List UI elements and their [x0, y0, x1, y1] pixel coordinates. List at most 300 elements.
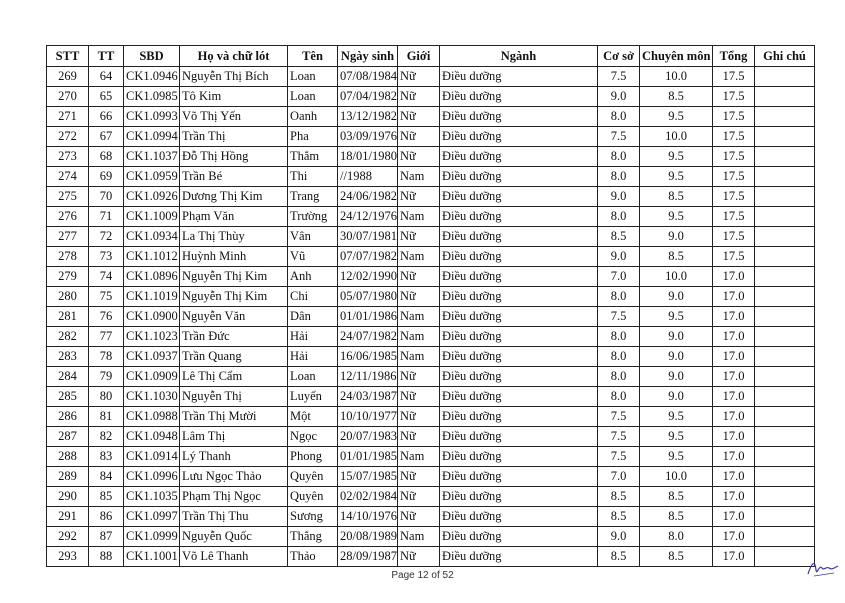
cell-tong: 17.5: [713, 147, 755, 167]
cell-gioi: Nữ: [398, 107, 440, 127]
cell-tt: 65: [89, 87, 124, 107]
cell-sbd: CK1.0909: [124, 367, 180, 387]
cell-chuyen-mon: 9.5: [640, 107, 713, 127]
cell-tt: 77: [89, 327, 124, 347]
cell-tong: 17.0: [713, 467, 755, 487]
cell-co-so: 8.0: [598, 167, 640, 187]
table-row: [47, 507, 815, 527]
cell-gioi: Nữ: [398, 67, 440, 87]
cell-ho-va-chu-lot: Võ Thị Yến: [180, 107, 288, 127]
cell-ngay-sinh: 01/01/1985: [338, 447, 398, 467]
cell-gioi: Nam: [398, 347, 440, 367]
cell-ten: Pha: [288, 127, 338, 147]
cell-ghi-chu: [755, 527, 815, 547]
cell-ngay-sinh: 28/09/1987: [338, 547, 398, 567]
cell-ten: Trang: [288, 187, 338, 207]
cell-tt: 75: [89, 287, 124, 307]
cell-chuyen-mon: 9.5: [640, 407, 713, 427]
cell-sbd: CK1.1030: [124, 387, 180, 407]
cell-tong: 17.0: [713, 267, 755, 287]
cell-tong: 17.0: [713, 547, 755, 567]
cell-sbd: CK1.1009: [124, 207, 180, 227]
cell-ngay-sinh: 24/07/1982: [338, 327, 398, 347]
cell-chuyen-mon: 9.5: [640, 147, 713, 167]
cell-tt: 67: [89, 127, 124, 147]
cell-tong: 17.5: [713, 67, 755, 87]
signature-icon: [806, 556, 840, 580]
cell-tt: 66: [89, 107, 124, 127]
cell-stt: 288: [47, 447, 89, 467]
cell-ten: Phong: [288, 447, 338, 467]
cell-sbd: CK1.0993: [124, 107, 180, 127]
cell-ten: Hải: [288, 327, 338, 347]
cell-ho-va-chu-lot: Huỳnh Minh: [180, 247, 288, 267]
cell-chuyen-mon: 9.0: [640, 287, 713, 307]
cell-ghi-chu: [755, 387, 815, 407]
cell-stt: 277: [47, 227, 89, 247]
cell-sbd: CK1.0996: [124, 467, 180, 487]
cell-ngay-sinh: 12/11/1986: [338, 367, 398, 387]
cell-co-so: 9.0: [598, 87, 640, 107]
table-row: [47, 427, 815, 447]
cell-ho-va-chu-lot: Trần Thị Thu: [180, 507, 288, 527]
cell-co-so: 8.0: [598, 287, 640, 307]
cell-ngay-sinh: 05/07/1980: [338, 287, 398, 307]
cell-ten: Thắng: [288, 527, 338, 547]
cell-gioi: Nữ: [398, 187, 440, 207]
table-row: [47, 127, 815, 147]
cell-ghi-chu: [755, 507, 815, 527]
cell-sbd: CK1.0896: [124, 267, 180, 287]
cell-stt: 273: [47, 147, 89, 167]
cell-stt: 270: [47, 87, 89, 107]
cell-ghi-chu: [755, 347, 815, 367]
table-body: [47, 67, 815, 567]
cell-ho-va-chu-lot: Nguyễn Văn: [180, 307, 288, 327]
cell-co-so: 7.0: [598, 267, 640, 287]
cell-tong: 17.0: [713, 527, 755, 547]
cell-gioi: Nữ: [398, 547, 440, 567]
cell-ngay-sinh: 07/08/1984: [338, 67, 398, 87]
cell-ho-va-chu-lot: La Thị Thùy: [180, 227, 288, 247]
cell-nganh: Điều dưỡng: [440, 427, 598, 447]
cell-ngay-sinh: 10/10/1977: [338, 407, 398, 427]
cell-ghi-chu: [755, 327, 815, 347]
cell-sbd: CK1.1012: [124, 247, 180, 267]
cell-gioi: Nữ: [398, 147, 440, 167]
cell-ghi-chu: [755, 167, 815, 187]
cell-sbd: CK1.0926: [124, 187, 180, 207]
table-row: [47, 267, 815, 287]
cell-co-so: 7.5: [598, 127, 640, 147]
cell-nganh: Điều dưỡng: [440, 147, 598, 167]
cell-ho-va-chu-lot: Trần Thị: [180, 127, 288, 147]
header-nganh: Ngành: [440, 46, 598, 67]
cell-gioi: Nữ: [398, 367, 440, 387]
cell-ten: Hải: [288, 347, 338, 367]
cell-nganh: Điều dưỡng: [440, 347, 598, 367]
cell-chuyen-mon: 8.5: [640, 187, 713, 207]
cell-gioi: Nam: [398, 447, 440, 467]
cell-ten: Chi: [288, 287, 338, 307]
cell-ghi-chu: [755, 247, 815, 267]
cell-ten: Vũ: [288, 247, 338, 267]
cell-co-so: 7.5: [598, 307, 640, 327]
cell-ten: Thắm: [288, 147, 338, 167]
table-row: [47, 247, 815, 267]
cell-sbd: CK1.1001: [124, 547, 180, 567]
cell-tt: 64: [89, 67, 124, 87]
cell-co-so: 8.5: [598, 547, 640, 567]
cell-co-so: 8.0: [598, 327, 640, 347]
cell-stt: 292: [47, 527, 89, 547]
cell-ho-va-chu-lot: Trần Đức: [180, 327, 288, 347]
cell-ten: Thảo: [288, 547, 338, 567]
cell-sbd: CK1.0959: [124, 167, 180, 187]
cell-sbd: CK1.1037: [124, 147, 180, 167]
cell-chuyen-mon: 8.5: [640, 87, 713, 107]
cell-ho-va-chu-lot: Nguyễn Quốc: [180, 527, 288, 547]
cell-chuyen-mon: 9.0: [640, 227, 713, 247]
header-ghi-chu: Ghi chú: [755, 46, 815, 67]
cell-sbd: CK1.0997: [124, 507, 180, 527]
cell-nganh: Điều dưỡng: [440, 267, 598, 287]
cell-nganh: Điều dưỡng: [440, 527, 598, 547]
header-ngay-sinh: Ngày sinh: [338, 46, 398, 67]
cell-ho-va-chu-lot: Dương Thị Kim: [180, 187, 288, 207]
cell-gioi: Nữ: [398, 127, 440, 147]
cell-sbd: CK1.0999: [124, 527, 180, 547]
cell-chuyen-mon: 9.0: [640, 367, 713, 387]
cell-ngay-sinh: 16/06/1985: [338, 347, 398, 367]
cell-tong: 17.5: [713, 167, 755, 187]
cell-sbd: CK1.0900: [124, 307, 180, 327]
cell-nganh: Điều dưỡng: [440, 127, 598, 147]
cell-nganh: Điều dưỡng: [440, 207, 598, 227]
cell-ngay-sinh: 13/12/1982: [338, 107, 398, 127]
cell-gioi: Nữ: [398, 487, 440, 507]
cell-nganh: Điều dưỡng: [440, 167, 598, 187]
header-stt: STT: [47, 46, 89, 67]
cell-sbd: CK1.0937: [124, 347, 180, 367]
cell-ho-va-chu-lot: Tô Kim: [180, 87, 288, 107]
cell-chuyen-mon: 9.5: [640, 447, 713, 467]
cell-stt: 279: [47, 267, 89, 287]
cell-chuyen-mon: 9.5: [640, 207, 713, 227]
cell-ngay-sinh: 30/07/1981: [338, 227, 398, 247]
table-row: [47, 527, 815, 547]
cell-ngay-sinh: 20/07/1983: [338, 427, 398, 447]
cell-tt: 76: [89, 307, 124, 327]
cell-tt: 83: [89, 447, 124, 467]
cell-ho-va-chu-lot: Trần Bé: [180, 167, 288, 187]
cell-nganh: Điều dưỡng: [440, 107, 598, 127]
cell-sbd: CK1.0934: [124, 227, 180, 247]
cell-ghi-chu: [755, 207, 815, 227]
cell-tt: 79: [89, 367, 124, 387]
table-row: [47, 107, 815, 127]
cell-tong: 17.0: [713, 387, 755, 407]
header-tt: TT: [89, 46, 124, 67]
cell-co-so: 8.5: [598, 227, 640, 247]
table-row: [47, 387, 815, 407]
cell-chuyen-mon: 8.5: [640, 507, 713, 527]
cell-tong: 17.5: [713, 227, 755, 247]
cell-stt: 271: [47, 107, 89, 127]
cell-sbd: CK1.1023: [124, 327, 180, 347]
cell-ho-va-chu-lot: Phạm Văn: [180, 207, 288, 227]
table-row: [47, 287, 815, 307]
cell-tong: 17.0: [713, 507, 755, 527]
cell-chuyen-mon: 8.0: [640, 527, 713, 547]
cell-chuyen-mon: 10.0: [640, 127, 713, 147]
cell-tt: 71: [89, 207, 124, 227]
header-gioi: Giới: [398, 46, 440, 67]
cell-sbd: CK1.0985: [124, 87, 180, 107]
header-ho-va-chu-lot: Họ và chữ lót: [180, 46, 288, 67]
cell-ten: Quyên: [288, 487, 338, 507]
cell-ngay-sinh: 20/08/1989: [338, 527, 398, 547]
cell-sbd: CK1.0948: [124, 427, 180, 447]
cell-tt: 80: [89, 387, 124, 407]
cell-stt: 276: [47, 207, 89, 227]
cell-ngay-sinh: //1988: [338, 167, 398, 187]
cell-nganh: Điều dưỡng: [440, 467, 598, 487]
cell-tong: 17.5: [713, 87, 755, 107]
cell-chuyen-mon: 9.5: [640, 307, 713, 327]
cell-co-so: 7.5: [598, 427, 640, 447]
cell-chuyen-mon: 8.5: [640, 547, 713, 567]
cell-tt: 86: [89, 507, 124, 527]
cell-gioi: Nữ: [398, 227, 440, 247]
cell-nganh: Điều dưỡng: [440, 487, 598, 507]
cell-sbd: CK1.0988: [124, 407, 180, 427]
cell-sbd: CK1.1019: [124, 287, 180, 307]
cell-sbd: CK1.0914: [124, 447, 180, 467]
cell-nganh: Điều dưỡng: [440, 187, 598, 207]
cell-tong: 17.0: [713, 307, 755, 327]
cell-co-so: 8.0: [598, 347, 640, 367]
cell-nganh: Điều dưỡng: [440, 287, 598, 307]
cell-ghi-chu: [755, 487, 815, 507]
cell-ten: Luyến: [288, 387, 338, 407]
cell-ngay-sinh: 03/09/1976: [338, 127, 398, 147]
cell-ghi-chu: [755, 447, 815, 467]
cell-co-so: 7.5: [598, 67, 640, 87]
cell-nganh: Điều dưỡng: [440, 247, 598, 267]
header-chuyen-mon: Chuyên môn: [640, 46, 713, 67]
cell-co-so: 8.0: [598, 387, 640, 407]
cell-nganh: Điều dưỡng: [440, 307, 598, 327]
header-tong: Tổng: [713, 46, 755, 67]
cell-co-so: 9.0: [598, 527, 640, 547]
cell-ho-va-chu-lot: Đỗ Thị Hồng: [180, 147, 288, 167]
cell-tong: 17.5: [713, 107, 755, 127]
cell-gioi: Nam: [398, 167, 440, 187]
table-row: [47, 407, 815, 427]
cell-nganh: Điều dưỡng: [440, 367, 598, 387]
cell-ho-va-chu-lot: Phạm Thị Ngọc: [180, 487, 288, 507]
cell-ghi-chu: [755, 187, 815, 207]
table-row: [47, 67, 815, 87]
cell-ghi-chu: [755, 367, 815, 387]
cell-ghi-chu: [755, 307, 815, 327]
cell-ten: Loan: [288, 87, 338, 107]
cell-ghi-chu: [755, 127, 815, 147]
cell-nganh: Điều dưỡng: [440, 447, 598, 467]
cell-stt: 280: [47, 287, 89, 307]
cell-stt: 283: [47, 347, 89, 367]
cell-stt: 290: [47, 487, 89, 507]
cell-ngay-sinh: 24/12/1976: [338, 207, 398, 227]
cell-gioi: Nữ: [398, 287, 440, 307]
cell-co-so: 8.5: [598, 487, 640, 507]
cell-tong: 17.5: [713, 127, 755, 147]
cell-chuyen-mon: 8.5: [640, 247, 713, 267]
table-row: [47, 227, 815, 247]
cell-stt: 282: [47, 327, 89, 347]
cell-nganh: Điều dưỡng: [440, 227, 598, 247]
table-row: [47, 207, 815, 227]
cell-tong: 17.5: [713, 207, 755, 227]
cell-gioi: Nữ: [398, 467, 440, 487]
cell-stt: 289: [47, 467, 89, 487]
cell-ho-va-chu-lot: Võ Lê Thanh: [180, 547, 288, 567]
cell-ho-va-chu-lot: Lưu Ngọc Thảo: [180, 467, 288, 487]
cell-tt: 69: [89, 167, 124, 187]
cell-gioi: Nữ: [398, 87, 440, 107]
cell-ghi-chu: [755, 267, 815, 287]
cell-gioi: Nữ: [398, 267, 440, 287]
cell-ten: Loan: [288, 367, 338, 387]
cell-stt: 287: [47, 427, 89, 447]
cell-gioi: Nữ: [398, 387, 440, 407]
cell-ten: Anh: [288, 267, 338, 287]
cell-ho-va-chu-lot: Nguyễn Thị Kim: [180, 287, 288, 307]
cell-stt: 274: [47, 167, 89, 187]
table-row: [47, 487, 815, 507]
cell-ho-va-chu-lot: Lý Thanh: [180, 447, 288, 467]
cell-ten: Oanh: [288, 107, 338, 127]
cell-co-so: 7.5: [598, 447, 640, 467]
cell-ngay-sinh: 14/10/1976: [338, 507, 398, 527]
cell-nganh: Điều dưỡng: [440, 507, 598, 527]
cell-gioi: Nam: [398, 307, 440, 327]
cell-gioi: Nữ: [398, 427, 440, 447]
cell-gioi: Nam: [398, 247, 440, 267]
cell-stt: 272: [47, 127, 89, 147]
header-ten: Tên: [288, 46, 338, 67]
cell-co-so: 8.0: [598, 367, 640, 387]
cell-ghi-chu: [755, 227, 815, 247]
cell-nganh: Điều dưỡng: [440, 67, 598, 87]
table-row: [47, 327, 815, 347]
cell-nganh: Điều dưỡng: [440, 407, 598, 427]
cell-ngay-sinh: 15/07/1985: [338, 467, 398, 487]
cell-tong: 17.0: [713, 287, 755, 307]
cell-tt: 73: [89, 247, 124, 267]
cell-stt: 285: [47, 387, 89, 407]
table-row: [47, 167, 815, 187]
cell-chuyen-mon: 10.0: [640, 467, 713, 487]
cell-nganh: Điều dưỡng: [440, 327, 598, 347]
cell-tong: 17.0: [713, 327, 755, 347]
cell-co-so: 8.0: [598, 107, 640, 127]
cell-ngay-sinh: 07/04/1982: [338, 87, 398, 107]
cell-tong: 17.0: [713, 407, 755, 427]
cell-stt: 293: [47, 547, 89, 567]
cell-ngay-sinh: 18/01/1980: [338, 147, 398, 167]
cell-tt: 81: [89, 407, 124, 427]
table-header-row: [47, 46, 815, 67]
cell-chuyen-mon: 9.0: [640, 387, 713, 407]
cell-ten: Trường: [288, 207, 338, 227]
cell-gioi: Nam: [398, 207, 440, 227]
page-number: Page 12 of 52: [391, 570, 454, 581]
table-row: [47, 467, 815, 487]
table-row: [47, 347, 815, 367]
cell-stt: 286: [47, 407, 89, 427]
cell-stt: 284: [47, 367, 89, 387]
cell-ten: Thi: [288, 167, 338, 187]
cell-tong: 17.5: [713, 247, 755, 267]
cell-tt: 74: [89, 267, 124, 287]
cell-co-so: 7.5: [598, 407, 640, 427]
cell-sbd: CK1.0994: [124, 127, 180, 147]
cell-nganh: Điều dưỡng: [440, 87, 598, 107]
cell-tong: 17.0: [713, 347, 755, 367]
cell-ngay-sinh: 12/02/1990: [338, 267, 398, 287]
results-table: [46, 45, 815, 567]
cell-chuyen-mon: 8.5: [640, 487, 713, 507]
cell-ho-va-chu-lot: Nguyễn Thị: [180, 387, 288, 407]
cell-stt: 291: [47, 507, 89, 527]
cell-sbd: CK1.1035: [124, 487, 180, 507]
cell-tt: 70: [89, 187, 124, 207]
cell-ghi-chu: [755, 87, 815, 107]
table-row: [47, 147, 815, 167]
cell-tt: 82: [89, 427, 124, 447]
cell-ten: Quyên: [288, 467, 338, 487]
cell-ghi-chu: [755, 67, 815, 87]
cell-ten: Một: [288, 407, 338, 427]
cell-ngay-sinh: 24/06/1982: [338, 187, 398, 207]
table-row: [47, 547, 815, 567]
cell-tong: 17.0: [713, 427, 755, 447]
cell-ho-va-chu-lot: Trần Quang: [180, 347, 288, 367]
cell-stt: 269: [47, 67, 89, 87]
cell-co-so: 9.0: [598, 247, 640, 267]
cell-ho-va-chu-lot: Nguyễn Thị Bích: [180, 67, 288, 87]
table-row: [47, 367, 815, 387]
cell-co-so: 8.0: [598, 147, 640, 167]
cell-ghi-chu: [755, 427, 815, 447]
cell-ten: Loan: [288, 67, 338, 87]
cell-stt: 278: [47, 247, 89, 267]
cell-co-so: 9.0: [598, 187, 640, 207]
cell-ho-va-chu-lot: Trần Thị Mười: [180, 407, 288, 427]
cell-ghi-chu: [755, 407, 815, 427]
cell-stt: 275: [47, 187, 89, 207]
cell-tt: 87: [89, 527, 124, 547]
cell-sbd: CK1.0946: [124, 67, 180, 87]
cell-tt: 78: [89, 347, 124, 367]
cell-tong: 17.5: [713, 187, 755, 207]
cell-ten: Vân: [288, 227, 338, 247]
cell-ngay-sinh: 07/07/1982: [338, 247, 398, 267]
cell-tt: 68: [89, 147, 124, 167]
table-row: [47, 187, 815, 207]
